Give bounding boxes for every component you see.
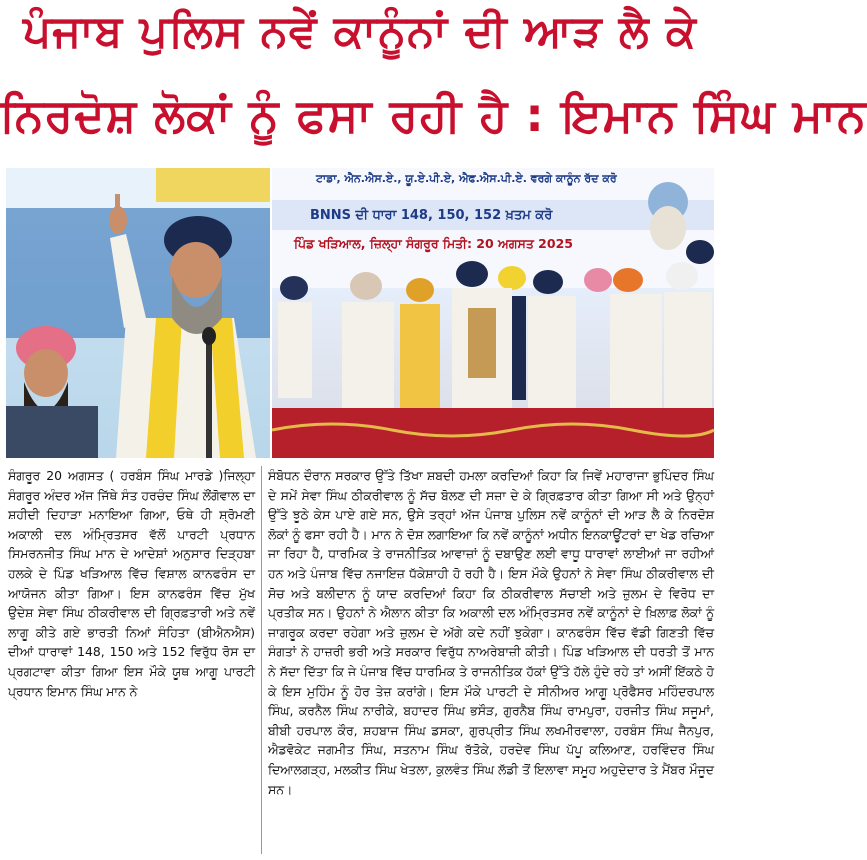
article-left-column: ਸੰਗਰੂਰ 20 ਅਗਸਤ ( ਹਰਬੰਸ ਸਿੰਘ ਮਾਰਡੇ )ਜਿਲ੍ਹਾ ਸੰਗਰੂਰ ਅੰਦਰ ਅੱਜ ਜਿੱਥੇ ਸੰਤ ਹਰਚੰਦ ਸਿੰਘ ਲੌਂਗੋਵਾਲ ਦਾ ਸ਼ਹੀਦੀ ਦਿਹਾੜਾ ਮਨਾਇਆ ਗਿਆ, ਓਥੇ ਹੀ ਸ਼੍ਰੋਮਣੀ ਅਕਾਲੀ ਦਲ ਅੰਮ੍ਰਿਤਸਰ ਵੱਲੋਂ ਪਾਰਟੀ ਪ੍ਰਧਾਨ ਸਿਮਰਨਜੀਤ ਸਿੰਘ ਮਾਨ ਦੇ ਆਦੇਸ਼ਾਂ ਅਨੁਸਾਰ ਦਿੜ੍ਹਬਾ ਹਲਕੇ ਦੇ ਪਿੰਡ ਖੜਿਆਲ ਵਿੱਚ ਵਿਸ਼ਾਲ ਕਾਨਫਰੰਸ ਦਾ ਆਯੋਜਨ ਕੀਤਾ ਗਿਆ। ਇਸ ਕਾਨਫਰੰਸ ਵਿੱਚ ਮੁੱਖ ਉਦੇਸ਼ ਸੇਵਾ ਸਿੰਘ ਠੀਕਰੀਵਾਲ ਦੀ ਗ੍ਰਿਫ਼ਤਾਰੀ ਅਤੇ ਨਵੇਂ ਲਾਗੂ ਕੀਤੇ ਗਏ ਭਾਰਤੀ ਨਿਆਂ ਸੰਹਿਤਾ (ਬੀਐਨਐਸ) ਦੀਆਂ ਧਾਰਾਵਾਂ 148, 150 ਅਤੇ 152 ਵਿਰੁੱਧ ਰੋਸ ਦਾ ਪ੍ਰਗਟਾਵਾ ਕੀਤਾ ਗਿਆ ਇਸ ਮੌਕੇ ਯੂਥ ਆਗੂ ਪਾਰਟੀ ਪ੍ਰਧਾਨ ਇਮਾਨ ਸਿੰਘ ਮਾਨ ਨੇ	[8, 468, 255, 699]
stage-photo	[272, 168, 714, 458]
speaker-photo	[6, 168, 270, 458]
speaker-illustration	[6, 168, 270, 458]
headline-line-1: ਪੰਜਾਬ ਪੁਲਿਸ ਨਵੇਂ ਕਾਨੂੰਨਾਂ ਦੀ ਆੜ ਲੈ ਕੇ	[23, 6, 697, 57]
headline-line-2: ਨਿਰਦੋਸ਼ ਲੋਕਾਂ ਨੂੰ ਫਸਾ ਰਹੀ ਹੈ : ਇਮਾਨ ਸਿੰਘ ਮਾਨ	[0, 88, 867, 142]
banner-text-laws: ਟਾਡਾ, ਐਨ.ਐਸ.ਏ., ਯੂ.ਏ.ਪੀ.ਏ, ਐਫ.ਐਸ.ਪੀ.ਏ. ਵਰਗੇ ਕਾਨੂੰਨ ਰੱਦ ਕਰੋ	[316, 172, 617, 185]
column-divider	[261, 466, 262, 854]
article-right-column: ਸੰਬੋਧਨ ਦੌਰਾਨ ਸਰਕਾਰ ਉੱਤੇ ਤਿੱਖਾ ਸ਼ਬਦੀ ਹਮਲਾ ਕਰਦਿਆਂ ਕਿਹਾ ਕਿ ਜਿਵੇਂ ਮਹਾਰਾਜਾ ਭੁਪਿੰਦਰ ਸਿੰਘ ਦੇ ਸਮੇਂ ਸੇਵਾ ਸਿੰਘ ਠੀਕਰੀਵਾਲ ਨੂੰ ਸੱਚ ਬੋਲਣ ਦੀ ਸਜ਼ਾ ਦੇ ਕੇ ਗ੍ਰਿਫ਼ਤਾਰ ਕੀਤਾ ਗਿਆ ਸੀ ਅਤੇ ਉਨ੍ਹਾਂ ਉੱਤੇ ਝੂਠੇ ਕੇਸ ਪਾਏ ਗਏ ਸਨ, ਉਸੇ ਤਰ੍ਹਾਂ ਅੱਜ ਪੰਜਾਬ ਪੁਲਿਸ ਨਵੇਂ ਕਾਨੂੰਨਾਂ ਦੀ ਆੜ ਲੈ ਕੇ ਨਿਰਦੋਸ਼ ਲੋਕਾਂ ਨੂੰ ਫਸਾ ਰਹੀ ਹੈ। ਮਾਨ ਨੇ ਦੋਸ਼ ਲਗਾਇਆ ਕਿ ਨਵੇਂ ਕਾਨੂੰਨਾਂ ਅਧੀਨ ਇਨਕਾਊਂਟਰਾਂ ਦਾ ਖੇਡ ਰਚਿਆ ਜਾ ਰਿਹਾ ਹੈ, ਧਾਰਮਿਕ ਤੇ ਰਾਜਨੀਤਿਕ ਆਵਾਜ਼ਾਂ ਨੂੰ ਦਬਾਉਣ ਲਈ ਵਾਧੂ ਧਾਰਾਵਾਂ ਲਾਈਆਂ ਜਾ ਰਹੀਆਂ ਹਨ ਅਤੇ ਪੰਜਾਬ ਵਿੱਚ ਨਜਾਇਜ਼ ਧੱਕੇਸ਼ਾਹੀ ਹੋ ਰਹੀ ਹੈ। ਇਸ ਮੌਕੇ ਉਹਨਾਂ ਨੇ ਸੇਵਾ ਸਿੰਘ ਠੀਕਰੀਵਾਲ ਦੀ ਸੋਚ ਅਤੇ ਬਲੀਦਾਨ ਨੂੰ ਯਾਦ ਕਰਦਿਆਂ ਕਿਹਾ ਕਿ ਠੀਕਰੀਵਾਲ ਸੱਚਾਈ ਅਤੇ ਜ਼ੁਲਮ ਦੇ ਵਿਰੋਧ ਦਾ ਪ੍ਰਤੀਕ ਸਨ। ਉਹਨਾਂ ਨੇ ਐਲਾਨ ਕੀਤਾ ਕਿ ਅਕਾਲੀ ਦਲ ਅੰਮ੍ਰਿਤਸਰ ਨਵੇਂ ਕਾਨੂੰਨਾਂ ਦੇ ਖ਼ਿਲਾਫ਼ ਲੋਕਾਂ ਨੂੰ ਜਾਗਰੂਕ ਕਰਦਾ ਰਹੇਗਾ ਅਤੇ ਜ਼ੁਲਮ ਦੇ ਅੱਗੇ ਕਦੇ ਨਹੀਂ ਝੁਕੇਗਾ। ਕਾਨਫਰੰਸ ਵਿੱਚ ਵੱਡੀ ਗਿਣਤੀ ਵਿੱਚ ਸੰਗਤਾਂ ਨੇ ਹਾਜ਼ਰੀ ਭਰੀ ਅਤੇ ਸਰਕਾਰ ਵਿਰੁੱਧ ਨਾਅਰੇਬਾਜ਼ੀ ਕੀਤੀ। ਪਿੰਡ ਖੜਿਆਲ ਦੀ ਧਰਤੀ ਤੋਂ ਮਾਨ ਨੇ ਸੱਦਾ ਦਿੱਤਾ ਕਿ ਜੇ ਪੰਜਾਬ ਵਿੱਚ ਧਾਰਮਿਕ ਤੇ ਰਾਜਨੀਤਿਕ ਹੱਕਾਂ ਉੱਤੇ ਹੱਲੇ ਹੁੰਦੇ ਰਹੇ ਤਾਂ ਅਸੀਂ ਇੱਕਠੇ ਹੋ ਕੇ ਇਸ ਮੁਹਿੰਮ ਨੂੰ ਹੋਰ ਤੇਜ਼ ਕਰਾਂਗੇ। ਇਸ ਮੌਕੇ ਪਾਰਟੀ ਦੇ ਸੀਨੀਅਰ ਆਗੂ ਪ੍ਰੋਫੈਸਰ ਮਹਿੰਦਰਪਾਲ ਸਿੰਘ, ਕਰਨੈਲ ਸਿੰਘ ਨਾਰੀਕੇ, ਬਹਾਦਰ ਸਿੰਘ ਭਸੌੜ, ਗੁਰਨੈਬ ਸਿੰਘ ਰਾਮਪੁਰਾ, ਹਰਜੀਤ ਸਿੰਘ ਸਜੂਮਾਂ, ਬੀਬੀ ਹਰਪਾਲ ਕੌਰ, ਸ਼ਹਬਾਜ ਸਿੰਘ ਡਸਕਾ, ਗੁਰਪ੍ਰੀਤ ਸਿੰਘ ਲਖਮੀਰਵਾਲਾ, ਹਰਬੰਸ ਸਿੰਘ ਜੈਨਪੁਰ, ਐਡਵੋਕੇਟ ਜਗਮੀਤ ਸਿੰਘ, ਸਤਨਾਮ ਸਿੰਘ ਰੱਤੋਕੇ, ਹਰਦੇਵ ਸਿੰਘ ਪੱਪੂ ਕਲਿਆਣ, ਹਰਵਿੰਦਰ ਸਿੰਘ ਦਿਆਲਗੜ੍ਹ, ਮਲਕੀਤ ਸਿੰਘ ਖੇਤਲਾ, ਕੁਲਵੰਤ ਸਿੰਘ ਲੱਡੀ ਤੋਂ ਇਲਾਵਾ ਸਮੂਹ ਅਹੁਦੇਦਾਰ ਤੇ ਮੈਂਬਰ ਮੌਜੂਦ ਸਨ।	[268, 468, 714, 797]
banner-text-venue-date: ਪਿੰਡ ਖੜਿਆਲ, ਜ਼ਿਲ੍ਹਾ ਸੰਗਰੂਰ ਮਿਤੀ: 20 ਅਗਸਤ 2025	[294, 236, 573, 251]
banner-text-bnns: BNNS ਦੀ ਧਾਰਾ 148, 150, 152 ਖ਼ਤਮ ਕਰੋ	[310, 208, 553, 223]
